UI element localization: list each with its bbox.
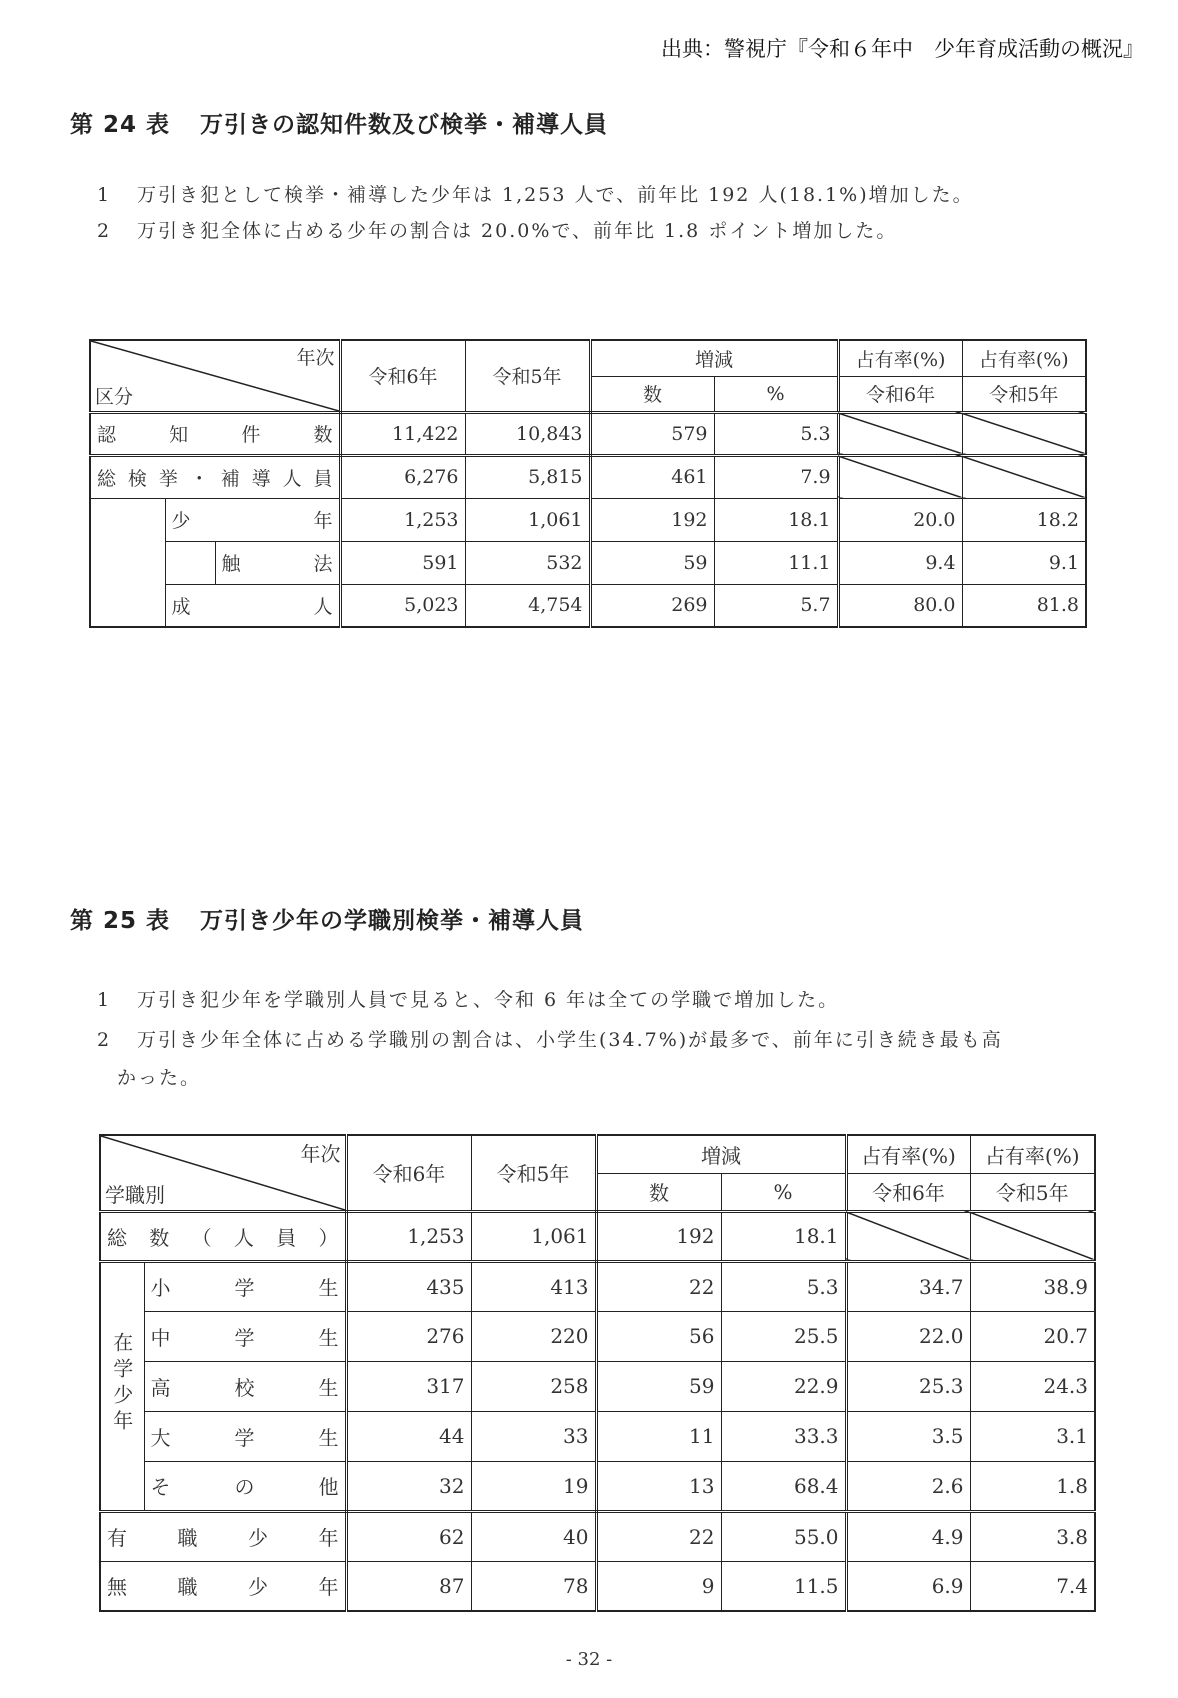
table25-cell: 59 (596, 1361, 721, 1411)
table25-note-2-cont: かった。 (117, 1067, 202, 1089)
table25-cell: 220 (471, 1311, 596, 1361)
table25-cell: 4.9 (846, 1511, 970, 1561)
table25-cell: 32 (346, 1461, 471, 1511)
table25-cell: 1,061 (471, 1211, 596, 1261)
table24-cell: 18.2 (962, 498, 1086, 541)
table24-cell: 4,754 (465, 584, 590, 627)
table25-cell: 38.9 (970, 1261, 1095, 1311)
table24-cell: 81.8 (962, 584, 1086, 627)
table25-empty-cell (970, 1211, 1095, 1261)
table25-cell: 413 (471, 1261, 596, 1311)
table25-row-label: 大学生 (144, 1411, 346, 1461)
table25-cell: 40 (471, 1511, 596, 1561)
table24-cell: 80.0 (838, 584, 962, 627)
table25-col-count: 数 (596, 1173, 721, 1211)
table25-row-label: 中学生 (144, 1311, 346, 1361)
table24-cell: 9.1 (962, 541, 1086, 584)
table25-cell: 22 (596, 1261, 721, 1311)
table25-heading (70, 902, 584, 935)
table25-cell: 68.4 (721, 1461, 846, 1511)
table25-row-label: 総数（人員） (100, 1211, 346, 1261)
table24-cell: 532 (465, 541, 590, 584)
table24-col-pct: % (714, 376, 838, 412)
table24-col-change: 増減 (590, 340, 838, 376)
table24-row-label: 成人 (165, 584, 340, 627)
table25-corner: 年次 学職別 (100, 1135, 346, 1211)
table24-row-label: 総検挙・補導人員 (90, 455, 340, 498)
table25-cell: 3.5 (846, 1411, 970, 1461)
table24-indent (90, 498, 165, 627)
table24-col-count: 数 (590, 376, 714, 412)
table25-row-label: 有職少年 (100, 1511, 346, 1561)
table25-cell: 24.3 (970, 1361, 1095, 1411)
table24-cell: 18.1 (714, 498, 838, 541)
table25-number: 第 25 表 (70, 908, 171, 934)
table25-row-label: 小学生 (144, 1261, 346, 1311)
table25-cell: 20.7 (970, 1311, 1095, 1361)
table25-col-share-r5: 占有率(%) (970, 1135, 1095, 1173)
table24-title: 万引きの認知件数及び検挙・補導人員 (200, 112, 609, 138)
table24-col-r6: 令和6年 (340, 340, 465, 412)
table25-cell: 87 (346, 1561, 471, 1611)
table25-cell: 276 (346, 1311, 471, 1361)
table25-cell: 9 (596, 1561, 721, 1611)
table24-indent (165, 541, 215, 584)
table24-row-label: 少年 (165, 498, 340, 541)
table25-cell: 3.8 (970, 1511, 1095, 1561)
table25-note-1: 1 万引き犯少年を学職別人員で見ると、令和 6 年は全ての学職で増加した。 (97, 989, 840, 1011)
table25-cell: 62 (346, 1511, 471, 1561)
table25-col-r6: 令和6年 (346, 1135, 471, 1211)
table25-row-label: 無職少年 (100, 1561, 346, 1611)
table25-title: 万引き少年の学職別検挙・補導人員 (200, 908, 585, 934)
table25-cell: 56 (596, 1311, 721, 1361)
table24-col-share-r5: 占有率(%) (962, 340, 1086, 376)
table24-col-share-r6-year: 令和6年 (838, 376, 962, 412)
table24-cell: 59 (590, 541, 714, 584)
table24-cell: 1,061 (465, 498, 590, 541)
table25-cell: 1,253 (346, 1211, 471, 1261)
table24-cell: 591 (340, 541, 465, 584)
table25 (99, 1134, 1096, 1612)
table25-cell: 192 (596, 1211, 721, 1261)
table25-cell: 25.5 (721, 1311, 846, 1361)
table25-cell: 22 (596, 1511, 721, 1561)
table25-cell: 19 (471, 1461, 596, 1511)
table25-cell: 33 (471, 1411, 596, 1461)
table24-row-label: 認知件数 (90, 412, 340, 455)
table24-cell: 6,276 (340, 455, 465, 498)
table25-cell: 3.1 (970, 1411, 1095, 1461)
table24 (89, 339, 1087, 628)
page-number: - 32 - (565, 1649, 613, 1670)
table25-cell: 34.7 (846, 1261, 970, 1311)
table24-empty-cell (838, 455, 962, 498)
table25-col-r5: 令和5年 (471, 1135, 596, 1211)
source-citation: 出典：警視庁『令和６年中 少年育成活動の概況』 (661, 37, 1144, 61)
table25-empty-cell (846, 1211, 970, 1261)
table24-heading (70, 106, 608, 139)
table24-cell: 5.7 (714, 584, 838, 627)
table24-col-r5: 令和5年 (465, 340, 590, 412)
table24-cell: 461 (590, 455, 714, 498)
table25-col-change: 増減 (596, 1135, 846, 1173)
table25-col-share-r6: 占有率(%) (846, 1135, 970, 1173)
table25-cell: 11 (596, 1411, 721, 1461)
table24-cell: 5,815 (465, 455, 590, 498)
table24-cell: 9.4 (838, 541, 962, 584)
table25-cell: 1.8 (970, 1461, 1095, 1511)
table25-cell: 55.0 (721, 1511, 846, 1561)
table24-empty-cell (838, 412, 962, 455)
table25-col-share-r5-year: 令和5年 (970, 1173, 1095, 1211)
table24-cell: 11.1 (714, 541, 838, 584)
table25-cell: 435 (346, 1261, 471, 1311)
table25-cell: 44 (346, 1411, 471, 1461)
table25-col-pct: % (721, 1173, 846, 1211)
table24-cell: 11,422 (340, 412, 465, 455)
table24-number: 第 24 表 (70, 112, 171, 138)
table24-col-share-r6: 占有率(%) (838, 340, 962, 376)
table25-cell: 33.3 (721, 1411, 846, 1461)
table24-cell: 1,253 (340, 498, 465, 541)
table24-cell: 5,023 (340, 584, 465, 627)
table24-note-1: 1 万引き犯として検挙・補導した少年は 1,253 人で、前年比 192 人(18.1%)増加した。 (97, 184, 974, 206)
table25-note-2: 2 万引き少年全体に占める学職別の割合は、小学生(34.7%)が最多で、前年に引き続き最も高 (97, 1029, 1003, 1051)
table25-row-label: その他 (144, 1461, 346, 1511)
table24-cell: 579 (590, 412, 714, 455)
table25-cell: 22.0 (846, 1311, 970, 1361)
table25-cell: 22.9 (721, 1361, 846, 1411)
table25-group-label-cell (100, 1261, 144, 1511)
table24-cell: 7.9 (714, 455, 838, 498)
table24-cell: 10,843 (465, 412, 590, 455)
table24-row-label: 触法 (215, 541, 340, 584)
table25-cell: 317 (346, 1361, 471, 1411)
table25-cell: 258 (471, 1361, 596, 1411)
table24-cell: 269 (590, 584, 714, 627)
table25-cell: 7.4 (970, 1561, 1095, 1611)
table24-cell: 192 (590, 498, 714, 541)
table25-cell: 2.6 (846, 1461, 970, 1511)
table25-cell: 78 (471, 1561, 596, 1611)
table25-cell: 11.5 (721, 1561, 846, 1611)
table25-group-label: 在学少年 (109, 1331, 134, 1436)
table24-note-2: 2 万引き犯全体に占める少年の割合は 20.0%で、前年比 1.8 ポイント増加した。 (97, 220, 898, 242)
table24-col-share-r5-year: 令和5年 (962, 376, 1086, 412)
table24-empty-cell (962, 412, 1086, 455)
table24-cell: 20.0 (838, 498, 962, 541)
table24-cell: 5.3 (714, 412, 838, 455)
table25-col-share-r6-year: 令和6年 (846, 1173, 970, 1211)
table24-corner: 年次 区分 (90, 340, 340, 412)
table24-empty-cell (962, 455, 1086, 498)
table25-cell: 13 (596, 1461, 721, 1511)
table25-cell: 5.3 (721, 1261, 846, 1311)
table25-cell: 18.1 (721, 1211, 846, 1261)
table25-row-label: 高校生 (144, 1361, 346, 1411)
table25-cell: 25.3 (846, 1361, 970, 1411)
table25-cell: 6.9 (846, 1561, 970, 1611)
